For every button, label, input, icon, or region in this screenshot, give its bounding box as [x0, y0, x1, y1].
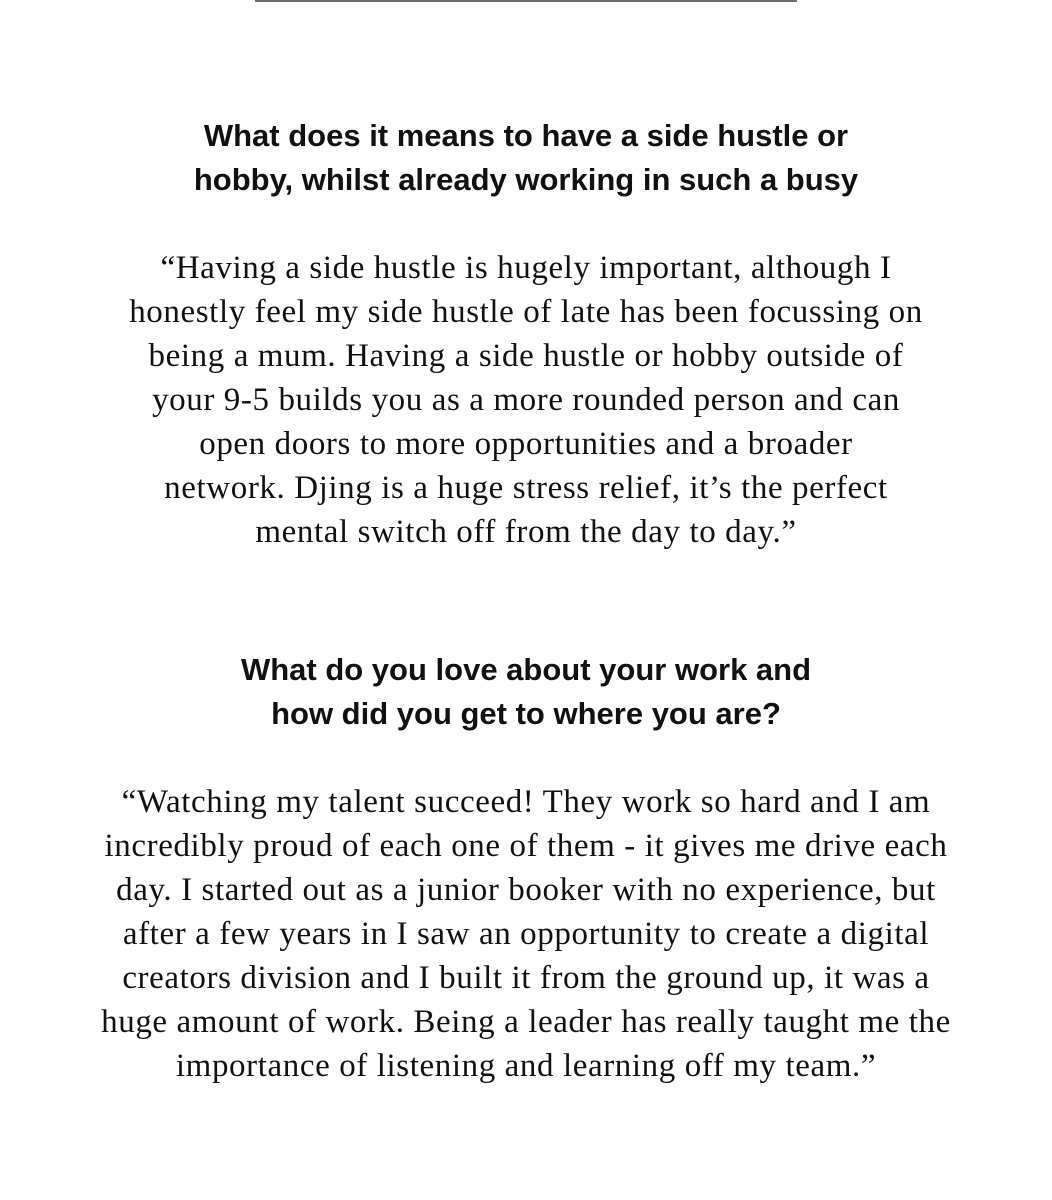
answer-line: open doors to more opportunities and a broader: [199, 426, 853, 462]
answer-line: being a mum. Having a side hustle or hobby outside of: [148, 338, 904, 374]
interview-section-side-hustle: [0, 114, 1052, 554]
answer-line: mental switch off from the day to day.”: [255, 514, 797, 550]
answer-line: day. I started out as a junior booker with no experience, but: [116, 872, 936, 908]
question-line: What do you love about your work and: [240, 652, 812, 687]
answer-line: “Watching my talent succeed! They work so hard and I am: [121, 784, 931, 820]
answer-line: creators division and I built it from the ground up, it was a: [122, 960, 930, 996]
answer-line: importance of listening and learning off my team.”: [175, 1048, 877, 1084]
top-divider: [255, 0, 797, 2]
interview-section-love-work: [0, 648, 1052, 1088]
answer-line: huge amount of work. Being a leader has really taught me the: [101, 1004, 951, 1040]
answer-line: your 9-5 builds you as a more rounded person and can: [152, 382, 900, 418]
answer-quote: [26, 780, 1026, 1088]
question-line: hobby, whilst already working in such a busy: [193, 162, 859, 197]
answer-line: after a few years in I saw an opportunity to create a digital: [122, 916, 930, 952]
answer-line: honestly feel my side hustle of late has been focussing on: [129, 294, 923, 330]
question-heading: [126, 114, 926, 202]
answer-line: network. Djing is a huge stress relief, it’s the perfect: [164, 470, 888, 506]
question-heading: [176, 648, 876, 736]
answer-line: “Having a side hustle is hugely important, although I: [160, 250, 892, 286]
question-line: What does it means to have a side hustle or: [203, 118, 849, 153]
question-line: how did you get to where you are?: [271, 696, 781, 731]
answer-line: incredibly proud of each one of them - it gives me drive each: [104, 828, 948, 864]
answer-quote: [76, 246, 976, 554]
